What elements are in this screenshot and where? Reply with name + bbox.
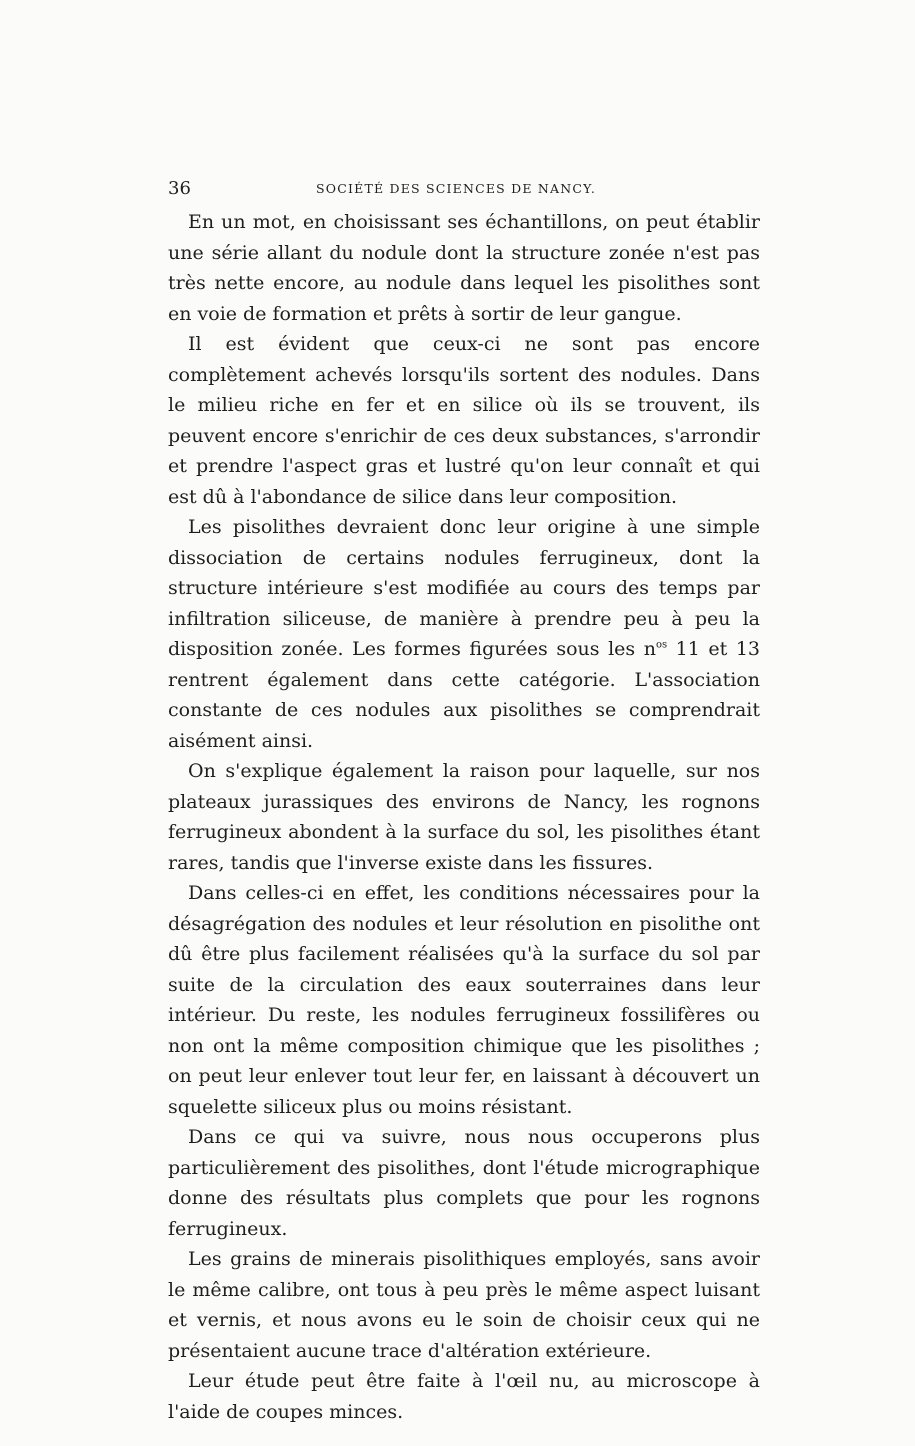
- paragraph: Dans celles-ci en effet, les conditions nécessaires pour la désagrégation des nodules et leur résolution en pisolithe ont dû être plus facilement réalisées qu'à la surface du sol par suite de la circulation des eaux souterraines dans leur intérieur. Du reste, les nodules ferrugineux fossilifères ou non ont la même composition chimique que les pisolithes ; on peut leur enlever tout leur fer, en laissant à découvert un squelette siliceux plus ou moins résistant.: [168, 882, 760, 1118]
- paragraph: Leur étude peut être faite à l'œil nu, au microscope à l'aide de coupes minces.: [168, 1370, 760, 1423]
- paragraph: Il est évident que ceux-ci ne sont pas encore complètement achevés lorsqu'ils sortent des nodules. Dans le milieu riche en fer et en silice où ils se trouvent, ils peuvent encore s'enrichir de ces deux substances, s'arrondir et prendre l'aspect gras et lustré qu'on leur connaît et qui est dû à l'abondance de silice dans leur composition.: [168, 333, 760, 508]
- paragraph: Les grains de minerais pisolithiques employés, sans avoir le même calibre, ont tous à peu près le même aspect luisant et vernis, et nous avons eu le soin de choisir ceux qui ne présentaient aucune trace d'altération extérieure.: [168, 1248, 760, 1362]
- running-head: SOCIÉTÉ DES SCIENCES DE NANCY.: [316, 181, 597, 196]
- paragraph: En un mot, en choisissant ses échantillons, on peut établir une série allant du nodule dont la structure zonée n'est pas très nette encore, au nodule dans lequel les pisolithes sont en voie de formation et prêts à sortir de leur gangue.: [168, 211, 760, 325]
- paragraph: On s'explique également la raison pour laquelle, sur nos plateaux jurassiques des environs de Nancy, les rognons ferrugineux abondent à la surface du sol, les pisolithes étant rares, tandis que l'inverse existe dans les fissures.: [168, 760, 760, 874]
- paragraph-text: Les pisolithes devraient donc leur origine à une simple dissociation de certains nodules ferrugineux, dont la structure intérieure s'est modifiée au cours des temps par infiltration siliceuse, de manière à prendre peu à peu la disposition zonée. Les formes figurées sous les n: [168, 516, 760, 660]
- paragraph: [168, 512, 760, 756]
- superscript: os: [655, 639, 668, 651]
- body-text: [168, 207, 760, 1427]
- page-number: 36: [168, 178, 191, 199]
- page-header: [168, 178, 760, 200]
- paragraph: Dans ce qui va suivre, nous nous occuperons plus particulièrement des pisolithes, dont l'étude micrographique donne des résultats plus complets que pour les rognons ferrugineux.: [168, 1126, 760, 1240]
- paragraph-text: 11 et 13 rentrent également dans cette catégorie. L'association constante de ces nodules aux pisolithes se comprendrait aisément ainsi.: [168, 638, 760, 752]
